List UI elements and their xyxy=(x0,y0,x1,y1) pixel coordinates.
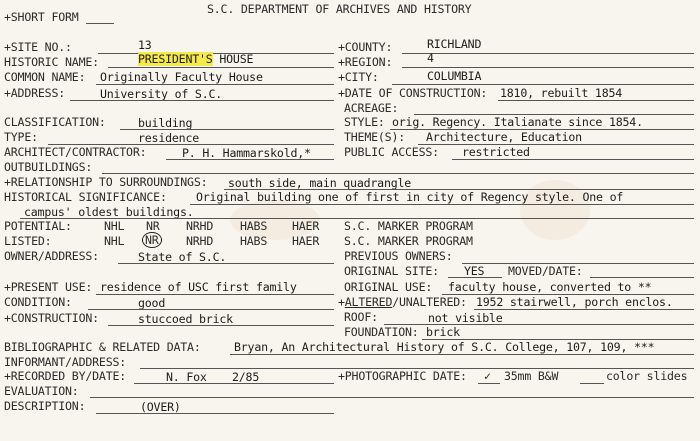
region-label: +REGION: xyxy=(338,55,393,69)
county-label: +COUNTY: xyxy=(338,40,393,54)
public-access-value: restricted xyxy=(462,145,530,159)
bibliographic-label: BIBLIOGRAPHIC & RELATED DATA: xyxy=(4,340,201,354)
outbuildings-label: OUTBUILDINGS: xyxy=(4,160,93,174)
common-name-label: COMMON NAME: xyxy=(4,70,86,84)
owner-line xyxy=(118,263,334,264)
recorded-label: +RECORDED BY/DATE: xyxy=(4,369,127,383)
bibliographic-value: Bryan, An Architectural History of S.C. College, 107, 109, *** xyxy=(234,340,655,354)
potential-label: POTENTIAL: xyxy=(4,219,72,233)
acreage-label: ACREAGE: xyxy=(344,101,399,115)
construction-line xyxy=(108,325,334,326)
listed-nr-circled xyxy=(142,234,162,247)
common-name-line xyxy=(96,84,334,85)
type-label: TYPE: xyxy=(4,130,38,144)
county-value: RICHLAND xyxy=(427,37,482,51)
relationship-value: south side, main quadrangle xyxy=(228,176,412,190)
short-form-label: +SHORT FORM xyxy=(4,10,79,24)
address-value: University of S.C. xyxy=(100,87,223,101)
themes-label: THEME(S): xyxy=(344,130,406,144)
historic-name-value xyxy=(138,53,253,66)
evaluation-label: EVALUATION: xyxy=(4,384,79,398)
form-title: S.C. DEPARTMENT OF ARCHIVES AND HISTORY xyxy=(207,2,472,16)
original-site-label: ORIGINAL SITE: xyxy=(344,264,439,278)
address-label: +ADDRESS: xyxy=(4,86,66,100)
significance-label: HISTORICAL SIGNIFICANCE: xyxy=(4,190,167,204)
recorded-line xyxy=(134,383,334,384)
construction-value: stuccoed brick xyxy=(138,312,233,326)
photo-label: +PHOTOGRAPHIC DATE: xyxy=(338,369,467,383)
listed-haer: HAER xyxy=(292,234,320,248)
evaluation-line xyxy=(90,397,694,398)
moved-line xyxy=(590,277,694,278)
date-label: +DATE OF CONSTRUCTION: xyxy=(338,86,488,100)
present-use-line xyxy=(96,294,334,295)
foundation-value: brick xyxy=(426,325,460,339)
potential-habs: HABS xyxy=(240,219,268,233)
condition-label: CONDITION: xyxy=(4,295,72,309)
moved-label: MOVED/DATE: xyxy=(508,264,583,278)
classification-value: building xyxy=(138,116,193,130)
condition-line xyxy=(88,309,334,310)
address-line xyxy=(70,100,334,101)
recorded-date-value: 2/85 xyxy=(232,370,260,384)
historic-name-label: HISTORIC NAME: xyxy=(4,55,99,69)
themes-value: Architecture, Education xyxy=(426,130,582,144)
historic-name-highlight: PRESIDENT'S xyxy=(138,52,213,66)
architect-value: P. H. Hammarskold,* xyxy=(182,146,311,160)
classification-line xyxy=(120,129,334,130)
roof-label: ROOF: xyxy=(344,310,378,324)
listed-habs: HABS xyxy=(240,234,268,248)
potential-haer: HAER xyxy=(292,219,320,233)
marker-program-1: S.C. MARKER PROGRAM xyxy=(344,219,473,233)
historic-name-line xyxy=(108,67,334,68)
potential-nhl: NHL xyxy=(104,219,125,233)
photo-check: ✓ xyxy=(484,369,491,383)
public-access-label: PUBLIC ACCESS: xyxy=(344,145,439,159)
listed-label: LISTED: xyxy=(4,234,52,248)
region-line xyxy=(402,67,694,68)
altered-unaltered: /UNALTERED: xyxy=(392,295,467,309)
photo-bw-line xyxy=(478,383,500,384)
date-value: 1810, rebuilt 1854 xyxy=(500,86,623,100)
original-site-line xyxy=(448,277,502,278)
classification-label: CLASSIFICATION: xyxy=(4,115,106,129)
altered-line xyxy=(474,309,694,310)
significance-value-2: campus' oldest buildings. xyxy=(24,205,194,219)
recorded-by-value: N. Fox xyxy=(166,370,207,384)
roof-value: not visible xyxy=(428,311,503,325)
region-value: 4 xyxy=(427,51,434,65)
themes-line xyxy=(418,144,694,145)
altered-underlined: ALTERED xyxy=(344,295,393,309)
style-label: STYLE: xyxy=(344,115,385,129)
owner-value: State of S.C. xyxy=(138,250,227,264)
altered-label xyxy=(338,296,467,309)
potential-nr: NR xyxy=(146,219,160,233)
city-label: +CITY: xyxy=(338,70,379,84)
description-line xyxy=(96,413,334,414)
style-value: orig. Regency. Italianate since 1854. xyxy=(392,115,643,129)
date-line xyxy=(498,100,694,101)
common-name-value: Originally Faculty House xyxy=(100,70,263,84)
owner-label: OWNER/ADDRESS: xyxy=(4,249,99,263)
site-no-label: +SITE NO.: xyxy=(4,40,72,54)
altered-plus: + xyxy=(338,295,345,309)
relationship-label: +RELATIONSHIP TO SURROUNDINGS: xyxy=(4,175,208,189)
outbuildings-line xyxy=(102,173,694,174)
original-site-value: YES xyxy=(464,264,485,278)
architect-label: ARCHITECT/CONTRACTOR: xyxy=(4,145,147,159)
listed-nhl: NHL xyxy=(104,234,125,248)
listed-nr: NR xyxy=(142,232,162,248)
altered-value: 1952 stairwell, porch enclos. xyxy=(476,295,673,309)
description-label: DESCRIPTION: xyxy=(4,399,86,413)
original-use-label: ORIGINAL USE: xyxy=(344,280,433,294)
public-access-line xyxy=(452,159,694,160)
city-value: COLUMBIA xyxy=(427,69,482,83)
informant-label: INFORMANT/ADDRESS: xyxy=(4,355,127,369)
potential-nrhd: NRHD xyxy=(186,219,214,233)
description-value: (OVER) xyxy=(140,400,181,414)
condition-value: good xyxy=(138,296,166,310)
photo-color-label: color slides xyxy=(606,369,688,383)
present-use-value: residence of USC first family xyxy=(100,280,297,294)
construction-label: +CONSTRUCTION: xyxy=(4,311,99,325)
historic-name-rest: HOUSE xyxy=(219,52,254,66)
present-use-label: +PRESENT USE: xyxy=(4,280,93,294)
short-form-line xyxy=(86,23,114,24)
original-use-value: faculty house, converted to ** xyxy=(448,280,652,294)
photo-color-line xyxy=(580,383,604,384)
significance-value-1: Original building one of first in city of Regency style. One of xyxy=(196,190,624,204)
bibliographic-line xyxy=(230,354,694,355)
previous-owners-label: PREVIOUS OWNERS: xyxy=(344,249,453,263)
architect-line xyxy=(166,159,334,160)
foundation-label: FOUNDATION: xyxy=(344,325,419,339)
city-line xyxy=(392,84,694,85)
type-value: residence xyxy=(138,131,200,145)
significance-line-1 xyxy=(190,204,694,205)
marker-program-2: S.C. MARKER PROGRAM xyxy=(344,234,473,248)
listed-nrhd: NRHD xyxy=(186,234,214,248)
site-no-value: 13 xyxy=(138,38,152,52)
county-line xyxy=(402,53,694,54)
photo-bw-label: 35mm B&W xyxy=(504,369,559,383)
